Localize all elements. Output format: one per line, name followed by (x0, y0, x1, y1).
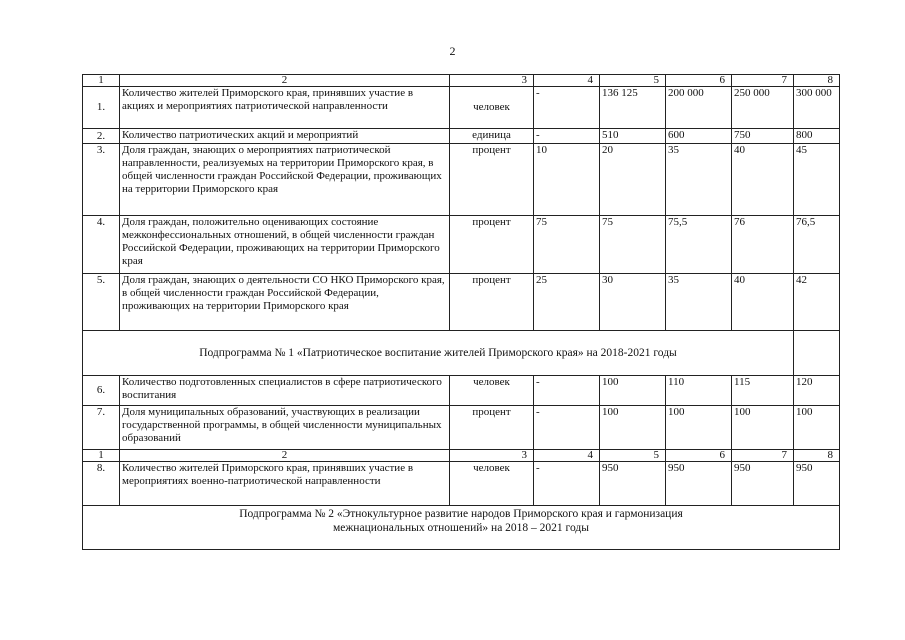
value-cell: 76 (732, 216, 794, 274)
table-row (83, 87, 840, 129)
value-cell: 100 (794, 406, 840, 450)
unit-cell: процент (450, 144, 534, 216)
value-cell: 110 (666, 376, 732, 406)
header-cell: 3 (450, 450, 534, 462)
header-cell: 5 (600, 450, 666, 462)
value-cell: 950 (794, 462, 840, 506)
header-cell: 8 (794, 450, 840, 462)
value-cell: 510 (600, 129, 666, 144)
indicator-name: Доля граждан, знающих о мероприятиях патриотической направленности, реализуемых на территории Приморского края, в общей численности граждан Российской Федерации, проживающих на территории Приморского края (120, 144, 450, 216)
subprogram-2-row (83, 506, 840, 550)
empty-cell (794, 331, 840, 376)
value-cell: 950 (600, 462, 666, 506)
subprogram-2-title (83, 506, 840, 550)
table-row (83, 144, 840, 216)
header-cell: 6 (666, 75, 732, 87)
row-number: 2. (83, 129, 120, 144)
value-cell: 75 (534, 216, 600, 274)
header-cell: 1 (83, 450, 120, 462)
column-number-header (83, 75, 840, 87)
value-cell: 35 (666, 144, 732, 216)
unit-cell: процент (450, 216, 534, 274)
row-number: 5. (83, 274, 120, 331)
value-cell: 30 (600, 274, 666, 331)
unit-cell: процент (450, 406, 534, 450)
value-cell: - (534, 462, 600, 506)
value-cell: - (534, 376, 600, 406)
value-cell: 40 (732, 144, 794, 216)
header-cell: 4 (534, 450, 600, 462)
header-cell: 4 (534, 75, 600, 87)
value-cell: 25 (534, 274, 600, 331)
header-cell: 5 (600, 75, 666, 87)
row-number: 1. (83, 87, 120, 129)
value-cell: 76,5 (794, 216, 840, 274)
header-cell: 6 (666, 450, 732, 462)
indicators-table (82, 74, 840, 550)
table-row (83, 406, 840, 450)
value-cell: 800 (794, 129, 840, 144)
header-cell: 8 (794, 75, 840, 87)
header-cell: 3 (450, 75, 534, 87)
value-cell: 250 000 (732, 87, 794, 129)
subprogram-1-title: Подпрограмма № 1 «Патриотическое воспитание жителей Приморского края» на 2018-2021 годы (83, 331, 794, 376)
value-cell: 45 (794, 144, 840, 216)
row-number: 4. (83, 216, 120, 274)
row-number: 6. (83, 376, 120, 406)
subprogram-1-row (83, 331, 840, 376)
value-cell: 75,5 (666, 216, 732, 274)
page-number: 2 (449, 44, 456, 58)
indicator-name: Доля граждан, положительно оценивающих состояние межконфессиональных отношений, в общей численности граждан Российской Федерации, проживающих на территории Приморского края (120, 216, 450, 274)
indicator-name: Количество жителей Приморского края, принявших участие в акциях и мероприятиях патриотической направленности (120, 87, 450, 129)
value-cell: 115 (732, 376, 794, 406)
unit-cell: человек (450, 376, 534, 406)
value-cell: 950 (732, 462, 794, 506)
value-cell: 42 (794, 274, 840, 331)
value-cell: 600 (666, 129, 732, 144)
column-number-header-repeat (83, 450, 840, 462)
value-cell: 75 (600, 216, 666, 274)
unit-cell: человек (450, 462, 534, 506)
unit-cell: процент (450, 274, 534, 331)
value-cell: 100 (600, 376, 666, 406)
unit-cell: человек (450, 87, 534, 129)
value-cell: - (534, 87, 600, 129)
header-cell: 1 (83, 75, 120, 87)
value-cell: 120 (794, 376, 840, 406)
value-cell: 100 (666, 406, 732, 450)
value-cell: 136 125 (600, 87, 666, 129)
value-cell: 100 (600, 406, 666, 450)
value-cell: - (534, 129, 600, 144)
value-cell: 750 (732, 129, 794, 144)
row-number: 8. (83, 462, 120, 506)
value-cell: 950 (666, 462, 732, 506)
subprogram-2-line-1: Подпрограмма № 2 «Этнокультурное развитие народов Приморского края и гармонизация (239, 508, 683, 520)
header-cell: 7 (732, 450, 794, 462)
value-cell: 35 (666, 274, 732, 331)
indicator-name: Доля муниципальных образований, участвующих в реализации государственной программы, в общей численности муниципальных образований (120, 406, 450, 450)
unit-cell: единица (450, 129, 534, 144)
value-cell: 40 (732, 274, 794, 331)
indicator-name: Доля граждан, знающих о деятельности СО НКО Приморского края, в общей численности граждан Российской Федерации, проживающих на территории Приморского края (120, 274, 450, 331)
value-cell: 20 (600, 144, 666, 216)
indicator-name: Количество патриотических акций и мероприятий (120, 129, 450, 144)
value-cell: 300 000 (794, 87, 840, 129)
table-row (83, 462, 840, 506)
table-row (83, 216, 840, 274)
header-cell: 2 (120, 75, 450, 87)
header-cell: 2 (120, 450, 450, 462)
indicator-name: Количество жителей Приморского края, принявших участие в мероприятиях военно-патриотической направленности (120, 462, 450, 506)
value-cell: 200 000 (666, 87, 732, 129)
table-row (83, 376, 840, 406)
table-row (83, 129, 840, 144)
indicator-name: Количество подготовленных специалистов в сфере патриотического воспитания (120, 376, 450, 406)
header-cell: 7 (732, 75, 794, 87)
table-row (83, 274, 840, 331)
value-cell: 10 (534, 144, 600, 216)
value-cell: 100 (732, 406, 794, 450)
subprogram-2-line-2: межнациональных отношений» на 2018 – 2021 годы (332, 522, 589, 534)
row-number: 7. (83, 406, 120, 450)
value-cell: - (534, 406, 600, 450)
row-number: 3. (83, 144, 120, 216)
